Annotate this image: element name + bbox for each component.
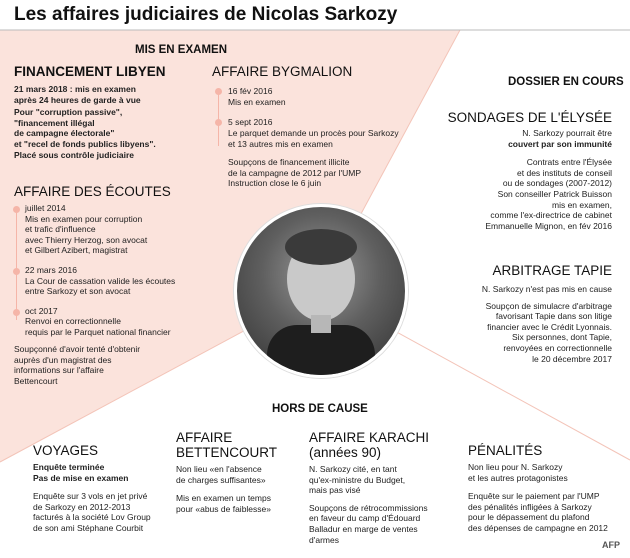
- case-title: VOYAGES: [33, 443, 99, 458]
- timeline-date: 22 mars 2016: [25, 264, 77, 275]
- case-status: Pas de mise en examen: [33, 472, 129, 483]
- desc-line: de son ami Stéphane Courbit: [33, 522, 144, 533]
- case-bettencourt: [176, 430, 306, 514]
- case-description: [412, 157, 612, 231]
- case-status: mais pas visé: [309, 485, 361, 496]
- case-description: [14, 344, 204, 386]
- case-status: de charges suffisantes»: [176, 474, 266, 485]
- case-tapie: [412, 263, 612, 364]
- case-description: [176, 493, 306, 514]
- case-penalites: [468, 443, 626, 534]
- case-title: PÉNALITÉS: [468, 443, 543, 458]
- desc-line: Balladur en marge de ventes: [309, 523, 418, 534]
- section-hors-de-cause: HORS DE CAUSE: [272, 403, 368, 415]
- case-description: [412, 301, 612, 365]
- desc-line: de Sarkozy en 2012-2013: [33, 501, 131, 512]
- timeline-date: oct 2017: [25, 305, 58, 316]
- desc-line: renvoyées en correctionnelle: [503, 342, 612, 353]
- desc-line: et des instituts de conseil: [517, 167, 612, 178]
- desc-line: de la campagne de 2012 par l'UMP: [228, 167, 361, 178]
- timeline-text: Le parquet demande un procès pour Sarkozy: [228, 128, 399, 138]
- case-status: Enquête terminée: [33, 462, 105, 472]
- case-date-line: 21 mars 2018 : mis en examen: [14, 84, 136, 94]
- case-voyages: [33, 443, 173, 534]
- desc-line: ou de sondages (2007-2012): [502, 178, 612, 189]
- case-financement-libyen: [14, 64, 214, 160]
- case-description: [228, 157, 361, 189]
- timeline-line: [218, 90, 219, 146]
- timeline-text: entre Sarkozy et son avocat: [25, 286, 131, 297]
- desc-line: favorisant Tapie dans son litige: [495, 311, 612, 322]
- case-title: (années 90): [309, 445, 382, 460]
- case-sondages: [412, 110, 612, 231]
- timeline-dot: [13, 206, 20, 213]
- desc-line: Soupçon de simulacre d'arbitrage: [485, 300, 612, 311]
- timeline-dot: [215, 119, 222, 126]
- desc-line: pour le dépassement du plafond: [468, 512, 590, 523]
- case-charge: et "recel de fonds publics libyens".: [14, 138, 156, 149]
- case-title: BETTENCOURT: [176, 445, 278, 460]
- case-status: et les autres protagonistes: [468, 472, 568, 483]
- desc-line: Enquête sur le paiement par l'UMP: [468, 491, 600, 502]
- case-status: Non lieu «en l'absence: [176, 464, 262, 474]
- desc-line: Bettencourt: [14, 375, 58, 386]
- desc-line: des dépenses de campagne en 2012: [468, 522, 608, 533]
- case-status: N. Sarkozy cité, en tant: [309, 464, 397, 474]
- case-status: N. Sarkozy n'est pas mis en cause: [481, 284, 612, 294]
- desc-line: Soupçonné d'avoir tenté d'obtenir: [14, 344, 141, 354]
- case-description: [33, 491, 173, 533]
- portrait-photo: [234, 204, 408, 378]
- desc-line: auprès d'un magistrat des: [14, 354, 112, 365]
- desc-line: en faveur du camp d'Édouard: [309, 513, 421, 524]
- page-title: Les affaires judiciaires de Nicolas Sarkozy: [14, 4, 398, 25]
- desc-line: Instruction close le 6 juin: [228, 178, 322, 189]
- desc-line: comme l'ex-directrice de cabinet: [490, 210, 612, 221]
- timeline-date: juillet 2014: [25, 203, 66, 213]
- desc-line: mis en examen,: [552, 199, 612, 210]
- timeline-date: 5 sept 2016: [228, 117, 273, 127]
- desc-line: Enquête sur 3 vols en jet privé: [33, 491, 148, 502]
- case-charge: de campagne électorale": [14, 128, 115, 139]
- portrait-silhouette: [237, 207, 405, 375]
- case-title: AFFAIRE KARACHI: [309, 430, 430, 445]
- case-status: Non lieu pour N. Sarkozy: [468, 462, 563, 472]
- case-date-line: après 24 heures de garde à vue: [14, 94, 141, 105]
- timeline-text: Renvoi en correctionnelle: [25, 316, 121, 327]
- case-status: qu'ex-ministre du Budget,: [309, 474, 406, 485]
- timeline-dot: [215, 88, 222, 95]
- desc-line: d'armes: [309, 534, 339, 545]
- case-charge: "financement illégal: [14, 117, 95, 128]
- desc-line: Emmanuelle Mignon, en fév 2016: [485, 220, 612, 231]
- case-bygmalion: [212, 64, 422, 79]
- timeline-dot: [13, 268, 20, 275]
- timeline-text: Mis en examen pour corruption: [25, 213, 143, 224]
- desc-line: le 20 décembre 2017: [532, 353, 612, 364]
- desc-line: des pénalités infligées à Sarkozy: [468, 501, 592, 512]
- desc-line: Soupçons de financement illicite: [228, 157, 350, 167]
- case-status: N. Sarkozy pourrait être: [522, 128, 612, 138]
- section-mis-en-examen: MIS EN EXAMEN: [135, 44, 228, 56]
- case-description: [309, 503, 459, 545]
- timeline-text: requis par le Parquet national financier: [25, 326, 171, 337]
- desc-line: financier avec le Crédit Lyonnais.: [487, 321, 612, 332]
- timeline-text: La Cour de cassation valide les écoutes: [25, 275, 176, 286]
- timeline-date: 16 fév 2016: [228, 86, 273, 96]
- case-karachi: [309, 430, 459, 545]
- case-title: AFFAIRE BYGMALION: [212, 64, 353, 79]
- case-title: FINANCEMENT LIBYEN: [14, 64, 166, 79]
- desc-line: Mis en examen un temps: [176, 493, 271, 504]
- desc-line: informations sur l'affaire: [14, 365, 104, 376]
- case-charge: Placé sous contrôle judiciaire: [14, 149, 134, 160]
- afp-logo: AFP: [602, 540, 620, 550]
- desc-line: Soupçons de rétrocommissions: [309, 502, 428, 513]
- timeline-text: avec Thierry Herzog, son avocat: [25, 234, 148, 245]
- timeline-text: Mis en examen: [228, 97, 286, 107]
- desc-line: Son conseiller Patrick Buisson: [497, 188, 612, 199]
- timeline-text: et Gilbert Azibert, magistrat: [25, 245, 128, 256]
- case-description: [468, 491, 626, 533]
- timeline-dot: [13, 309, 20, 316]
- section-dossier-en-cours: DOSSIER EN COURS: [508, 76, 624, 88]
- case-title: AFFAIRE: [176, 430, 233, 445]
- case-title: ARBITRAGE TAPIE: [492, 263, 612, 278]
- desc-line: pour «abus de faiblesse»: [176, 503, 271, 514]
- timeline-line: [16, 208, 17, 320]
- desc-line: Six personnes, dont Tapie,: [511, 332, 612, 343]
- timeline-text: et 13 autres mis en examen: [228, 139, 333, 149]
- timeline-text: et trafic d'influence: [25, 224, 96, 235]
- case-charge: Pour "corruption passive",: [14, 107, 123, 118]
- case-title: SONDAGES DE L'ÉLYSÉE: [447, 110, 612, 125]
- case-ecoutes-title: AFFAIRE DES ÉCOUTES: [14, 184, 171, 199]
- case-ecoutes-events: [25, 203, 225, 338]
- case-status: couvert par son immunité: [508, 138, 612, 149]
- desc-line: facturés à la société Lov Group: [33, 512, 151, 523]
- desc-line: Contrats entre l'Élysée: [526, 157, 612, 168]
